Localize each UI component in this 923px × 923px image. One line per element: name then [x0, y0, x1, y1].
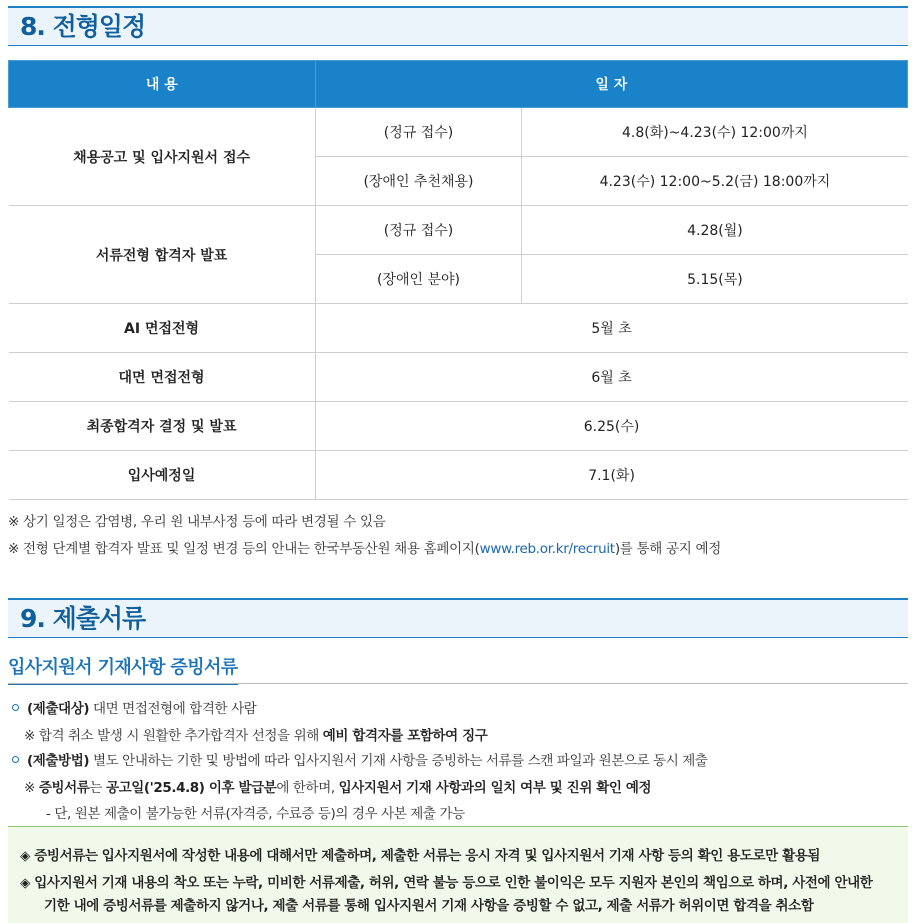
item-label: (제출대상) [27, 701, 90, 717]
row-date: 6.25(수) [315, 402, 907, 451]
note-bold: 증빙서류 [38, 780, 90, 796]
section-9-title: 9. 제출서류 [8, 598, 908, 638]
circle-bullet-icon [12, 704, 19, 711]
homepage-note-post: )를 통해 공지 예정 [614, 541, 721, 557]
row-sub-regular: (정규 접수) [315, 108, 522, 157]
row-label-in-person-interview: 대면 면접전형 [9, 353, 316, 402]
note-bold: 공고일('25.4.8) 이후 발급분 [105, 780, 277, 796]
header-content: 내 용 [9, 61, 316, 108]
list-note [24, 776, 651, 796]
recruit-link[interactable]: www.reb.or.kr/recruit [479, 541, 615, 557]
row-sub-regular: (정규 접수) [315, 206, 522, 255]
row-label-start-date: 입사예정일 [9, 451, 316, 500]
table-row [9, 108, 908, 157]
circle-bullet-icon [12, 756, 19, 763]
row-date: 4.23(수) 12:00~5.2(금) 18:00까지 [522, 157, 908, 206]
section-8-title: 8. 전형일정 [8, 6, 908, 46]
list-item-method [12, 749, 708, 769]
row-date: 6월 초 [315, 353, 907, 402]
homepage-note-pre: ※ 전형 단계별 합격자 발표 및 일정 변경 등의 안내는 한국부동산원 채용 홈페이지( [8, 541, 480, 557]
row-sub-disabled: (장애인 추천채용) [315, 157, 522, 206]
notice-line: ◈ 증빙서류는 입사지원서에 작성한 내용에 대해서만 제출하며, 제출한 서류는 응시 자격 및 입사지원서 기재 사항 등의 확인 용도로만 활용됨 [20, 848, 821, 864]
table-row [9, 451, 908, 500]
row-label-document-result: 서류전형 합격자 발표 [9, 206, 316, 304]
table-row [9, 353, 908, 402]
item-label: (제출방법) [27, 753, 90, 769]
note-prefix: ※ [24, 780, 39, 796]
notice-line: 기한 내에 증빙서류를 제출하지 않거나, 제출 서류를 통해 입사지원서 기재 사항을 증빙할 수 없고, 제출 서류가 허위이면 합격을 취소함 [44, 898, 814, 914]
row-label-ai-interview: AI 면접전형 [9, 304, 316, 353]
item-text: 대면 면접전형에 합격한 사람 [89, 701, 257, 717]
notice-line: ◈ 입사지원서 기재 내용의 착오 또는 누락, 미비한 서류제출, 허위, 연락 불능 등으로 인한 불이익은 모두 지원자 본인의 책임으로 하며, 사전에 안내한 [20, 875, 873, 891]
note-text: 는 [89, 780, 106, 796]
subheading-divider [8, 683, 908, 684]
documents-subheading: 입사지원서 기재사항 증빙서류 [8, 653, 238, 685]
table-header-row [9, 61, 908, 108]
row-date: 7.1(화) [315, 451, 907, 500]
homepage-note [8, 537, 721, 557]
list-item-target [12, 697, 256, 717]
schedule-note: ※ 상기 일정은 감염병, 우리 원 내부사정 등에 따라 변경될 수 있음 [8, 514, 386, 530]
table-row [9, 402, 908, 451]
table-row [9, 206, 908, 255]
note-bold: 예비 합격자를 포함하여 징구 [322, 728, 488, 744]
row-date: 4.28(월) [522, 206, 908, 255]
notice-box [8, 826, 908, 923]
row-label-application: 채용공고 및 입사지원서 접수 [9, 108, 316, 206]
row-date: 5.15(목) [522, 255, 908, 304]
table-row [9, 304, 908, 353]
list-sub-item: - 단, 원본 제출이 불가능한 서류(자격증, 수료증 등)의 경우 사본 제출 가능 [46, 806, 465, 822]
note-bold: 입사지원서 기재 사항과의 일치 여부 및 진위 확인 예정 [338, 780, 652, 796]
row-label-final-result: 최종합격자 결정 및 발표 [9, 402, 316, 451]
list-note [24, 724, 487, 744]
schedule-table [8, 60, 908, 500]
row-sub-disabled: (장애인 분야) [315, 255, 522, 304]
note-text: 에 한하며, [276, 780, 339, 796]
row-date: 4.8(화)~4.23(수) 12:00까지 [522, 108, 908, 157]
header-date: 일 자 [315, 61, 907, 108]
row-date: 5월 초 [315, 304, 907, 353]
item-text: 별도 안내하는 기한 및 방법에 따라 입사지원서 기재 사항을 증빙하는 서류를 스캔 파일과 원본으로 동시 제출 [89, 753, 708, 769]
note-text: ※ 합격 취소 발생 시 원활한 추가합격자 선정을 위해 [24, 728, 323, 744]
